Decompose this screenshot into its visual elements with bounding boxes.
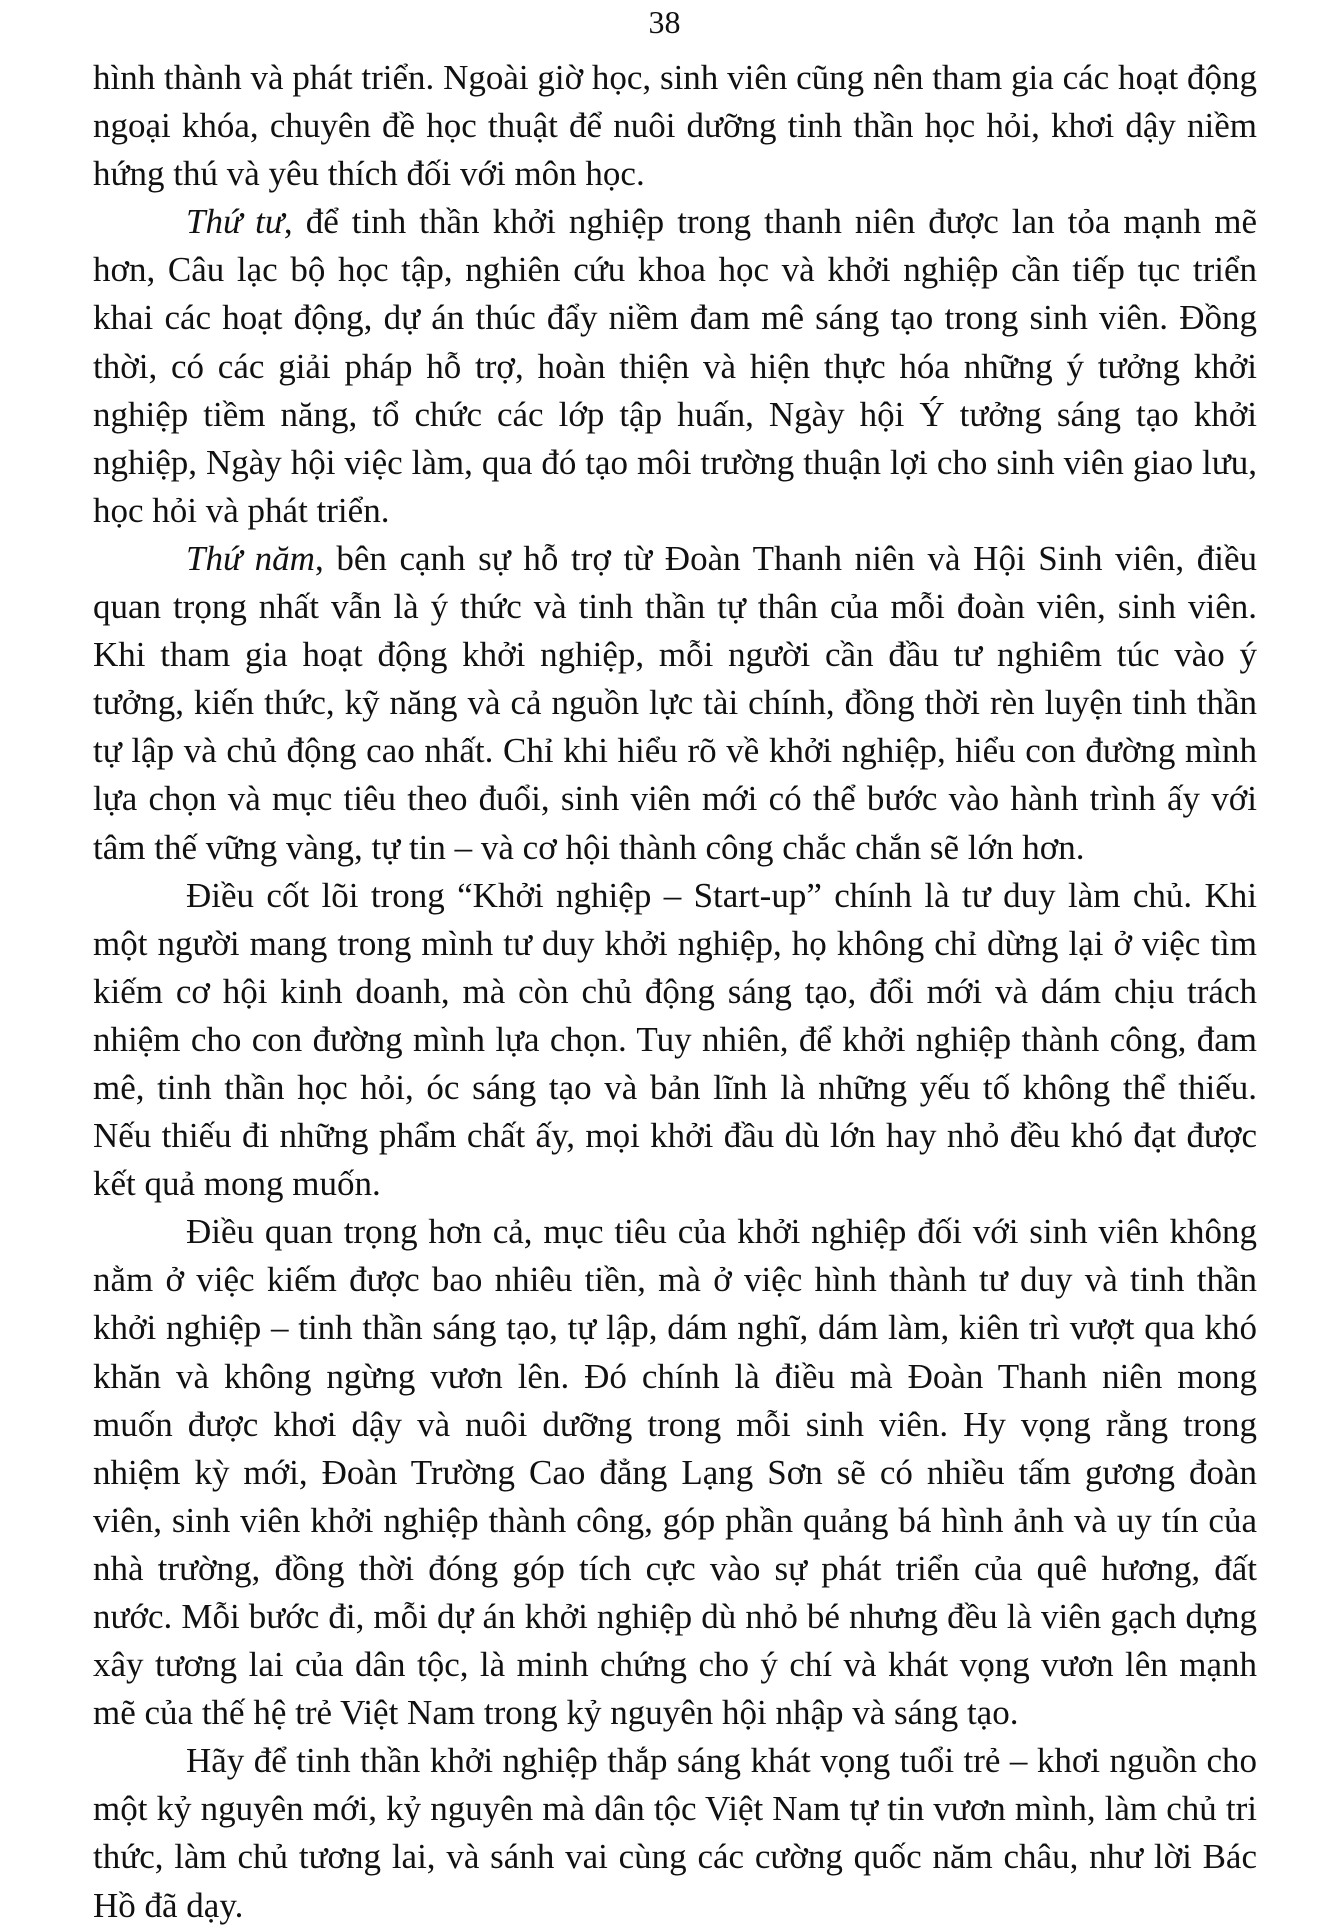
paragraph-core-mindset: [93, 872, 1257, 1209]
paragraph-text: Điều cốt lõi trong “Khởi nghiệp – Start-up” chính là tư duy làm chủ. Khi một người mang trong mình tư duy khởi nghiệp, họ không chỉ dừng lại ở việc tìm kiếm cơ hội kinh doanh, mà còn chủ động sáng tạo, đổi mới và dám chịu trách nhiệm cho con đường mình lựa chọn. Tuy nhiên, để khởi nghiệp thành công, đam mê, tinh thần học hỏi, óc sáng tạo và bản lĩnh là những yếu tố không thể thiếu. Nếu thiếu đi những phẩm chất ấy, mọi khởi đầu dù lớn hay nhỏ đều khó đạt được kết quả mong muốn.: [93, 875, 1257, 1204]
paragraph-closing: [93, 1737, 1257, 1929]
paragraph-text: , để tinh thần khởi nghiệp trong thanh niên được lan tỏa mạnh mẽ hơn, Câu lạc bộ học tập, nghiên cứu khoa học và khởi nghiệp cần tiếp tục triển khai các hoạt động, dự án thúc đẩy niềm đam mê sáng tạo trong sinh viên. Đồng thời, có các giải pháp hỗ trợ, hoàn thiện và hiện thực hóa những ý tưởng khởi nghiệp tiềm năng, tổ chức các lớp tập huấn, Ngày hội Ý tưởng sáng tạo khởi nghiệp, Ngày hội việc làm, qua đó tạo môi trường thuận lợi cho sinh viên giao lưu, học hỏi và phát triển.: [93, 202, 1257, 530]
paragraph-text: hình thành và phát triển. Ngoài giờ học, sinh viên cũng nên tham gia các hoạt động ngoại khóa, chuyên đề học thuật để nuôi dưỡng tinh thần học hỏi, khơi dậy niềm hứng thú và yêu thích đối với môn học.: [93, 58, 1257, 194]
paragraph-continuation: [93, 54, 1257, 198]
paragraph-goal: [93, 1208, 1257, 1737]
paragraph-text: , bên cạnh sự hỗ trợ từ Đoàn Thanh niên và Hội Sinh viên, điều quan trọng nhất vẫn là ý thức và tinh thần tự thân của mỗi đoàn viên, sinh viên. Khi tham gia hoạt động khởi nghiệp, mỗi người cần đầu tư nghiêm túc vào ý tưởng, kiến thức, kỹ năng và cả nguồn lực tài chính, đồng thời rèn luyện tinh thần tự lập và chủ động cao nhất. Chỉ khi hiểu rõ về khởi nghiệp, hiểu con đường mình lựa chọn và mục tiêu theo đuổi, sinh viên mới có thể bước vào hành trình ấy với tâm thế vững vàng, tự tin – và cơ hội thành công chắc chắn sẽ lớn hơn.: [93, 538, 1257, 867]
paragraph-text: Hãy để tinh thần khởi nghiệp thắp sáng khát vọng tuổi trẻ – khơi nguồn cho một kỷ nguyên mới, kỷ nguyên mà dân tộc Việt Nam tự tin vươn mình, làm chủ tri thức, làm chủ tương lai, và sánh vai cùng các cường quốc năm châu, như lời Bác Hồ đã dạy.: [93, 1741, 1257, 1925]
paragraph-thu-tu: [93, 198, 1257, 535]
paragraph-text: Điều quan trọng hơn cả, mục tiêu của khởi nghiệp đối với sinh viên không nằm ở việc kiếm được bao nhiêu tiền, mà ở việc hình thành tư duy và tinh thần khởi nghiệp – tinh thần sáng tạo, tự lập, dám nghĩ, dám làm, kiên trì vượt qua khó khăn và không ngừng vươn lên. Đó chính là điều mà Đoàn Thanh niên mong muốn được khơi dậy và nuôi dưỡng trong mỗi sinh viên. Hy vọng rằng trong nhiệm kỳ mới, Đoàn Trường Cao đẳng Lạng Sơn sẽ có nhiều tấm gương đoàn viên, sinh viên khởi nghiệp thành công, góp phần quảng bá hình ảnh và uy tín của nhà trường, đồng thời đóng góp tích cực vào sự phát triển của quê hương, đất nước. Mỗi bước đi, mỗi dự án khởi nghiệp dù nhỏ bé nhưng đều là viên gạch dựng xây tương lai của dân tộc, là minh chứng cho ý chí và khát vọng vươn lên mạnh mẽ của thế hệ trẻ Việt Nam trong kỷ nguyên hội nhập và sáng tạo.: [93, 1212, 1257, 1733]
paragraph-thu-nam: [93, 535, 1257, 872]
document-body: [93, 54, 1257, 1930]
paragraph-lead-italic: Thứ tư: [186, 202, 284, 242]
paragraph-lead-italic: Thứ năm: [186, 538, 315, 578]
page-number: 38: [648, 4, 681, 40]
